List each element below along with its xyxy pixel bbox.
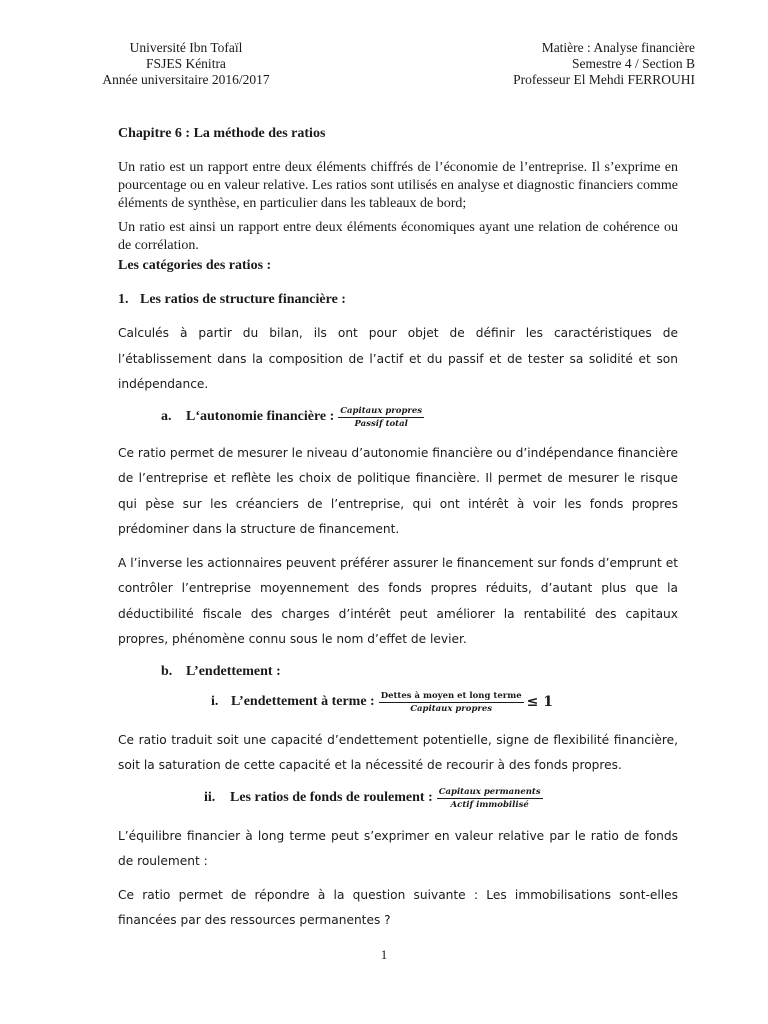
sub-i-numeral: i. [211, 694, 219, 709]
professor: Professeur El Mehdi FERROUHI [513, 72, 695, 87]
debt-ratio-fraction [379, 691, 524, 714]
sub-ii-numeral: ii. [204, 790, 216, 805]
fraction-numerator: Capitaux permanents [438, 786, 541, 797]
main-content [118, 125, 678, 942]
header-right [495, 40, 695, 88]
sub-a-title: L‘autonomie financière : [186, 409, 335, 424]
sub-i-paragraph: Ce ratio traduit soit une capacité d’endettement potentielle, signe de flexibilité financière, soit la saturation de cette capacité et la nécessité de recourir à des fonds propres. [118, 732, 678, 772]
fraction-denominator: Capitaux propres [410, 703, 493, 714]
section-1-paragraph: Calculés à partir du bilan, ils ont pour objet de définir les caractéristiques de l’établissement dans la composition de l’actif et du passif et de tester sa solidité et son indépendance. [118, 326, 678, 391]
sub-a-paragraph-1: Ce ratio permet de mesurer le niveau d’autonomie financière ou d’indépendance financière de l’entreprise et reflète les choix de politique financière. Il permet de mesurer le risque qui pèse sur les créanciers de l’entreprise, qui ont intérêt à voir les fonds propres prédominer dans la structure de financement. [118, 445, 678, 536]
fraction-numerator: Capitaux propres [340, 405, 423, 416]
sub-b-heading [161, 663, 678, 681]
section-1-number: 1. [118, 292, 129, 307]
faculty-name: FSJES Kénitra [146, 56, 226, 71]
sub-a-paragraph-2: A l’inverse les actionnaires peuvent préférer assurer le financement sur fonds d’emprunt et contrôler l’entreprise moyennement des fonds propres réduits, d’autant plus que la déductibilité fiscale des charges d’intérêt peut améliorer la rentabilité des capitaux propres, phénomène connu sous le nom d’effet de levier. [118, 555, 678, 646]
fraction-denominator: Actif immobilisé [450, 799, 529, 810]
categories-title: Les catégories des ratios : [118, 258, 272, 273]
header-left [86, 40, 286, 88]
subject: Matière : Analyse financière [541, 40, 695, 55]
sub-ii-heading [204, 787, 678, 810]
sub-ii-paragraph-1: L’équilibre financier à long terme peut s’exprimer en valeur relative par le ratio de fonds de roulement : [118, 828, 678, 868]
sub-a-letter: a. [161, 409, 172, 424]
section-1-title: Les ratios de structure financière : [140, 292, 346, 307]
sub-b-letter: b. [161, 663, 173, 679]
intro-paragraph-1: Un ratio est un rapport entre deux éléments chiffrés de l’économie de l’entreprise. Il s’exprime en pourcentage ou en valeur relative. Les ratios sont utilisés en analyse et diagnostic financiers comme éléments de synthèse, en particulier dans les tableaux de bord; [118, 160, 678, 211]
sub-a-heading [161, 406, 678, 429]
less-or-equal-one: ≤ 1 [526, 694, 553, 710]
chapter-title: Chapitre 6 : La méthode des ratios [118, 126, 326, 141]
sub-i-title: L’endettement à terme : [231, 694, 375, 709]
fraction-numerator: Dettes à moyen et long terme [380, 690, 522, 701]
section-1-heading [118, 291, 678, 309]
sub-b-title: L’endettement : [186, 663, 281, 679]
sub-i-heading [211, 691, 678, 714]
working-capital-ratio-fraction [437, 787, 543, 810]
page-number: 1 [380, 947, 388, 962]
autonomy-ratio-fraction [338, 406, 424, 429]
fraction-denominator: Passif total [354, 418, 408, 429]
semester-section: Semestre 4 / Section B [572, 56, 695, 71]
intro-paragraph-2: Un ratio est ainsi un rapport entre deux éléments économiques ayant une relation de cohérence ou de corrélation. [118, 220, 678, 253]
university-name: Université Ibn Tofaïl [129, 40, 243, 55]
academic-year: Année universitaire 2016/2017 [102, 72, 270, 87]
sub-ii-paragraph-2: Ce ratio permet de répondre à la question suivante : Les immobilisations sont-elles financées par des ressources permanentes ? [118, 887, 678, 927]
sub-ii-title: Les ratios de fonds de roulement : [230, 790, 433, 805]
